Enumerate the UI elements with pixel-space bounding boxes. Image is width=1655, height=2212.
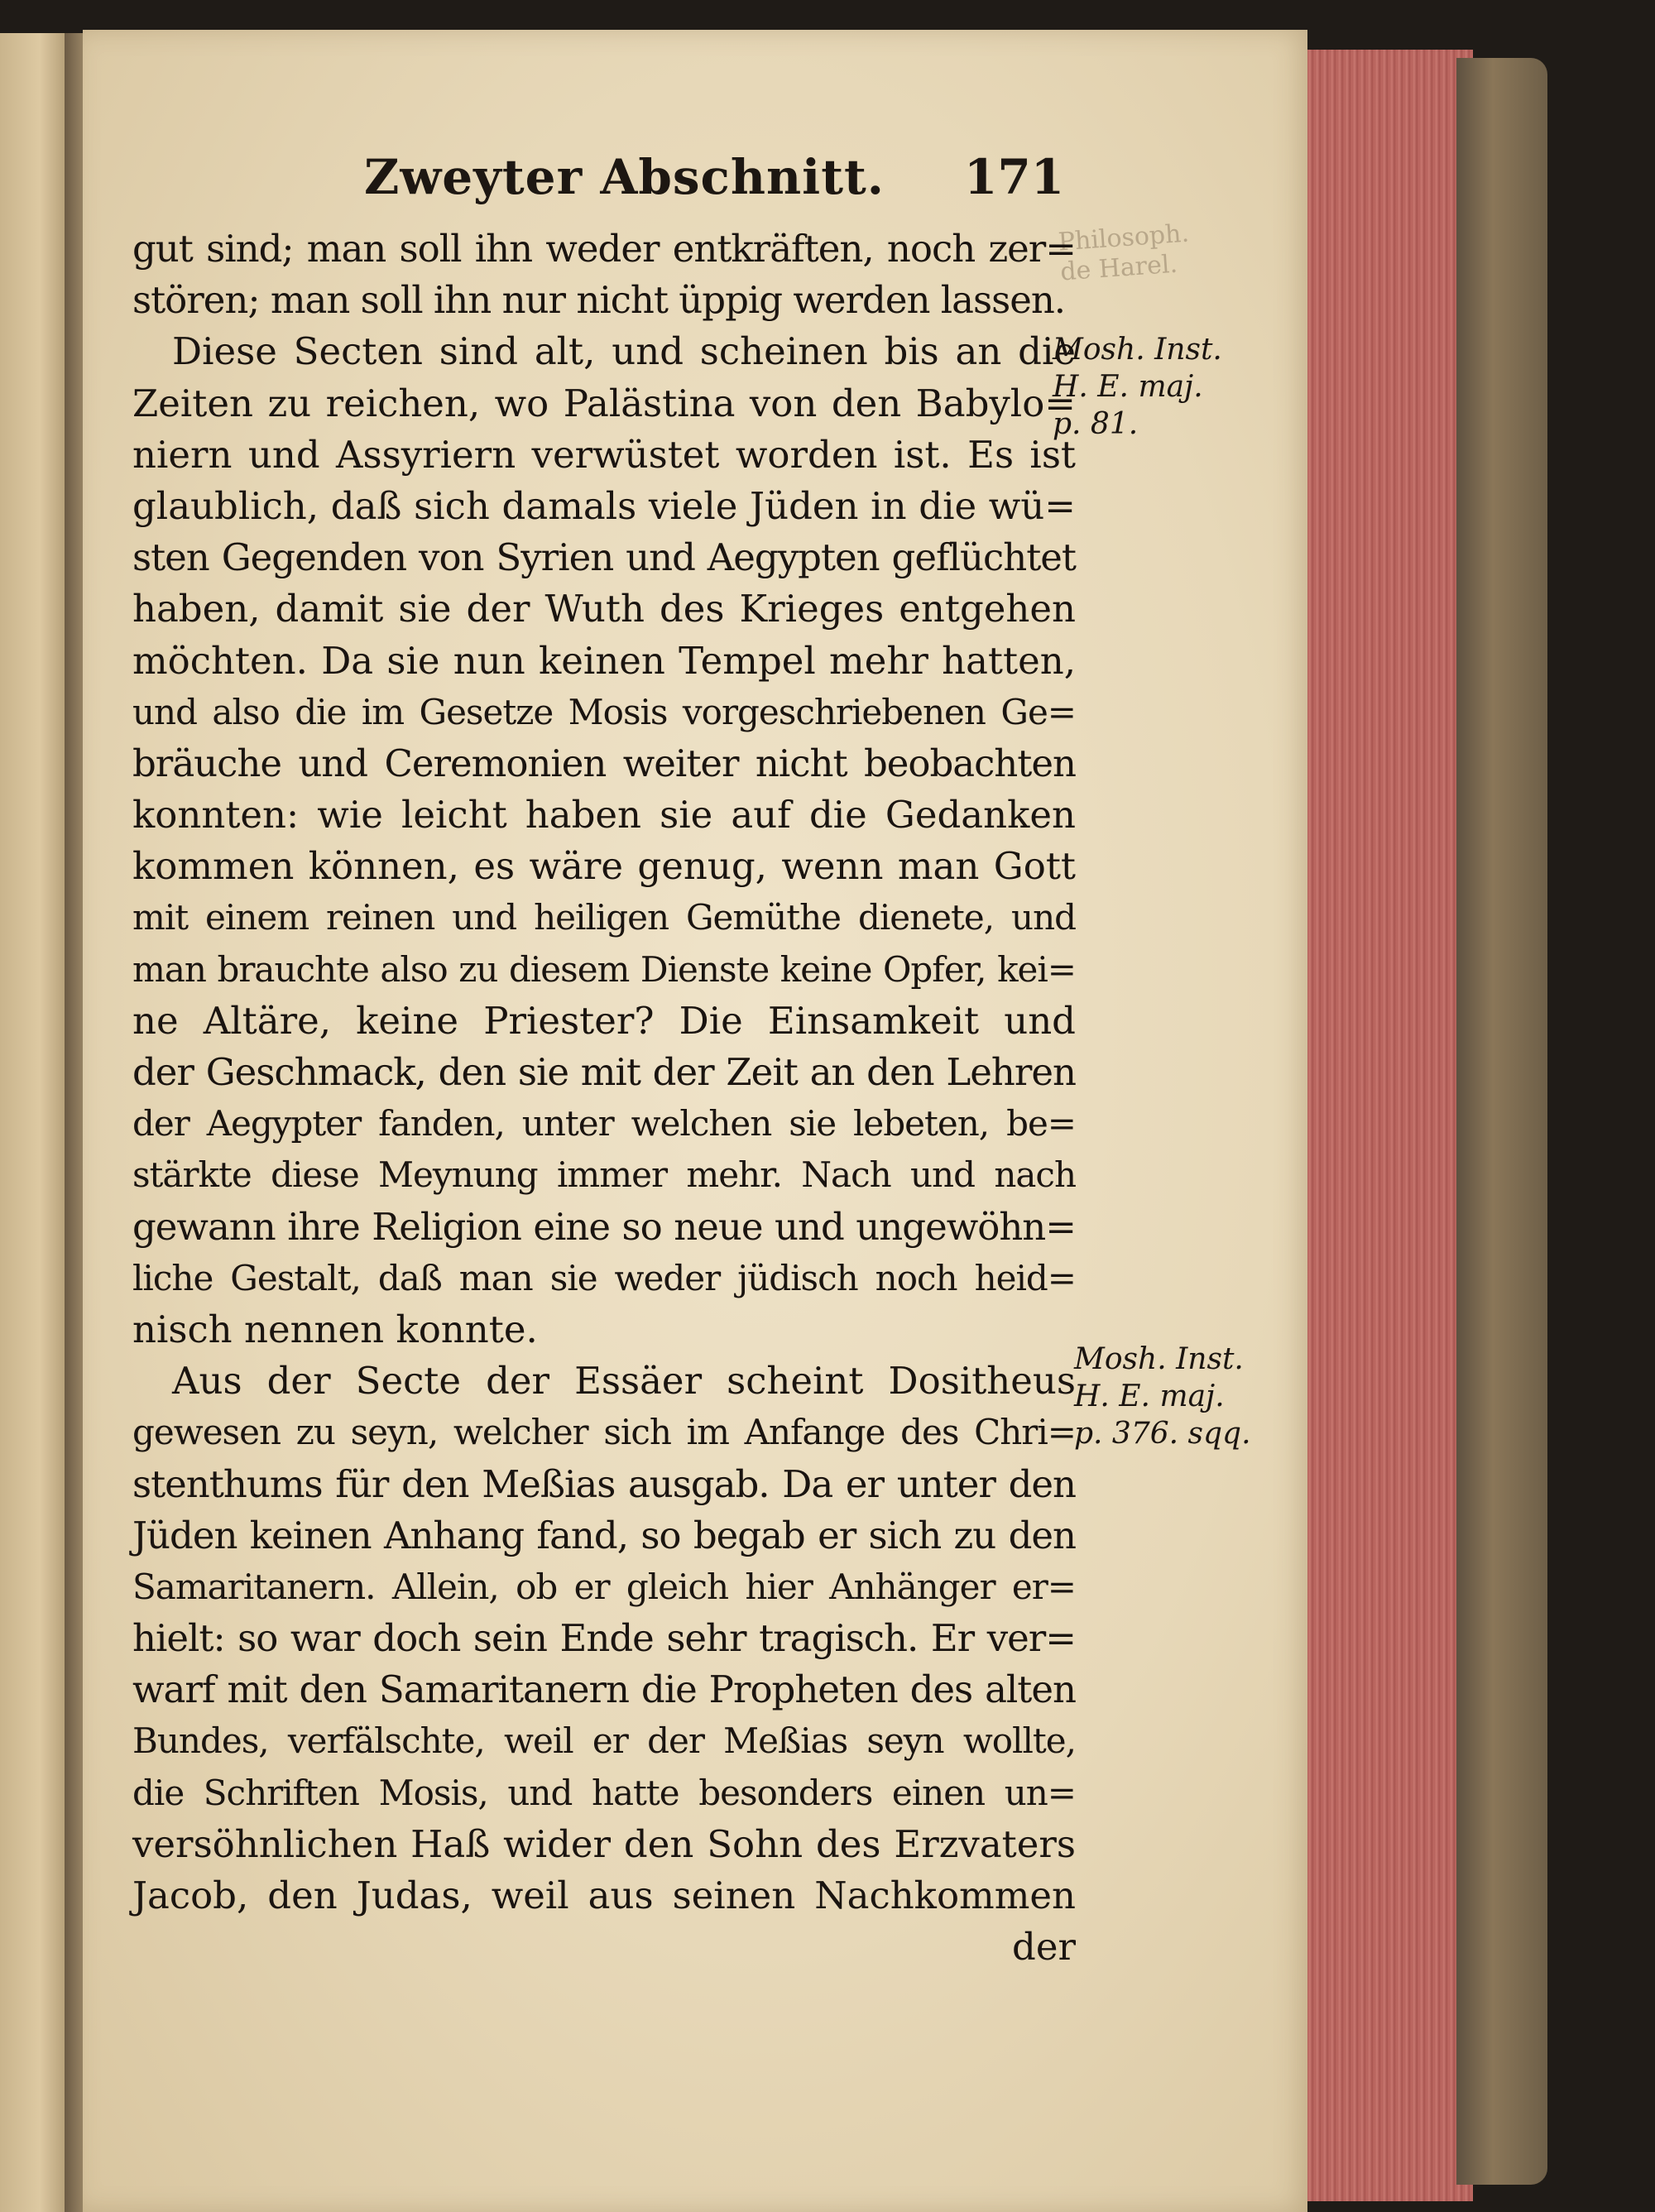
page-number: 171 — [964, 149, 1065, 205]
running-head: Zweyter Abschnitt. — [364, 149, 885, 205]
text-line: gewesen zu seyn, welcher sich im Anfange des Chri= — [132, 1412, 1076, 1453]
text-line: versöhnlichen Haß wider den Sohn des Erzvaters — [132, 1821, 1076, 1866]
catchword: der — [1012, 1925, 1076, 1970]
text-line: Jüden keinen Anhang fand, so begab er sich zu den — [132, 1513, 1076, 1557]
text-line: stärkte diese Meynung immer mehr. Nach und nach — [132, 1154, 1076, 1196]
text-line: Zeiten zu reichen, wo Palästina von den Babylo= — [132, 381, 1076, 425]
text-line: haben, damit sie der Wuth des Krieges entgehen — [132, 587, 1076, 631]
text-line: Aus der Secte der Essäer scheint Dositheus — [172, 1359, 1076, 1403]
text-line: warf mit den Samaritanern die Propheten des alten — [132, 1667, 1076, 1712]
text-line: und also die im Gesetze Mosis vorgeschriebenen Ge= — [132, 691, 1076, 732]
text-line: mit einem reinen und heiligen Gemüthe dienete, und — [132, 897, 1076, 938]
bleed-through-text: Philosoph. de Harel. — [1057, 218, 1191, 287]
text-line: niern und Assyriern verwüstet worden ist. Es ist — [132, 432, 1076, 477]
text-line: Jacob, den Judas, weil aus seinen Nachkommen — [132, 1874, 1076, 1917]
text-line: man brauchte also zu diesem Dienste keine Opfer, kei= — [132, 948, 1076, 990]
text-line: nisch nennen konnte. — [132, 1307, 538, 1351]
text-line: bräuche und Ceremonien weiter nicht beobachten — [132, 741, 1076, 785]
text-line: konnten: wie leicht haben sie auf die Gedanken — [132, 793, 1076, 837]
red-page-edge — [1307, 50, 1473, 2201]
text-line: sten Gegenden von Syrien und Aegypten geflüchtet — [132, 535, 1076, 580]
text-line: stenthums für den Meßias ausgab. Da er unter den — [132, 1461, 1076, 1506]
text-line: gewann ihre Religion eine so neue und ungewöhn= — [132, 1204, 1076, 1249]
text-line: ne Altäre, keine Priester? Die Einsamkeit und — [132, 998, 1076, 1043]
marginal-note: Mosh. Inst. H. E. maj. p. 376. sqq. — [1074, 1342, 1251, 1451]
marginal-note: Mosh. Inst. H. E. maj. p. 81. — [1053, 333, 1222, 441]
text-line: kommen können, es wäre genug, wenn man Gott — [132, 844, 1076, 889]
text-line: die Schriften Mosis, und hatte besonders einen un= — [132, 1772, 1076, 1813]
text-line: Bundes, verfälschte, weil er der Meßias seyn wollte, — [132, 1720, 1076, 1762]
book-cover — [1456, 58, 1547, 2185]
text-line: gut sind; man soll ihn weder entkräften, noch zer= — [132, 227, 1076, 271]
text-line: liche Gestalt, daß man sie weder jüdisch noch heid= — [132, 1257, 1076, 1298]
text-line: hielt: so war doch sein Ende sehr tragisch. Er ver= — [132, 1616, 1076, 1661]
left-page-edge — [0, 33, 66, 2212]
text-line: Diese Secten sind alt, und scheinen bis an die — [172, 329, 1076, 374]
text-line: Samaritanern. Allein, ob er gleich hier Anhänger er= — [132, 1566, 1076, 1607]
text-line: der Aegypter fanden, unter welchen sie lebeten, be= — [132, 1103, 1076, 1144]
text-line: möchten. Da sie nun keinen Tempel mehr hatten, — [132, 638, 1076, 683]
text-line: glaublich, daß sich damals viele Jüden in die wü= — [132, 483, 1076, 528]
text-line: der Geschmack, den sie mit der Zeit an den Lehren — [132, 1050, 1076, 1094]
body-text — [132, 223, 1076, 1973]
text-line: stören; man soll ihn nur nicht üppig werden lassen. — [132, 278, 1066, 323]
